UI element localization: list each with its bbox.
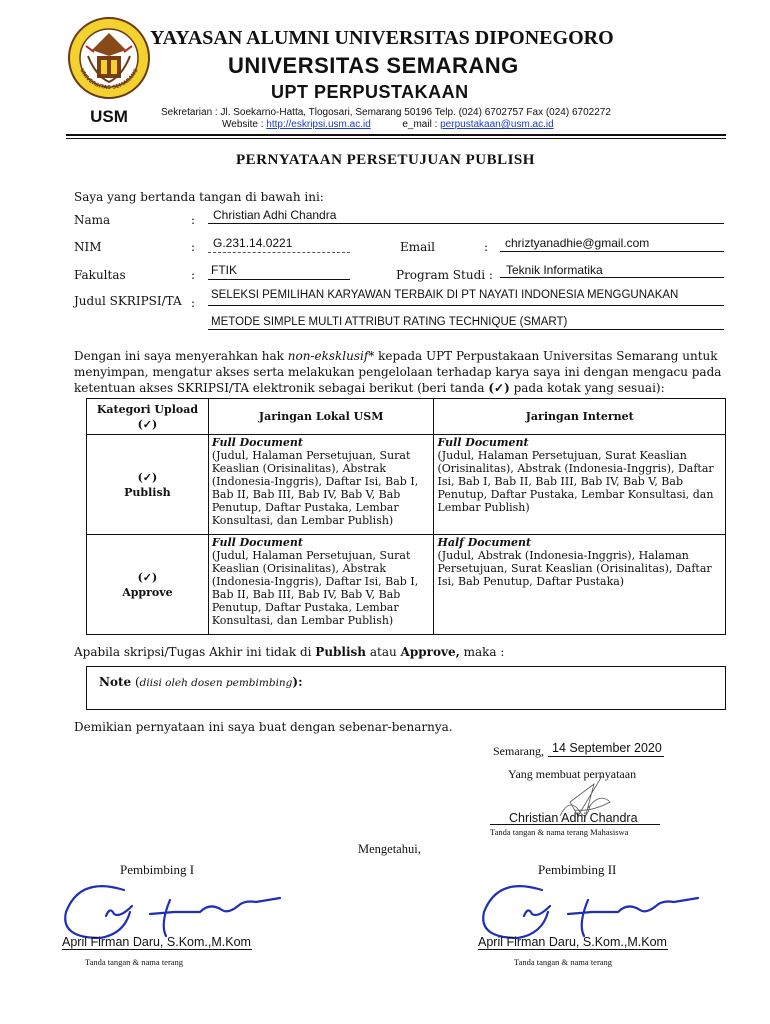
fakultas-line bbox=[208, 279, 350, 280]
email-link[interactable]: perpustakaan@usm.ac.id bbox=[440, 119, 554, 130]
intro-text: Saya yang bertanda tangan di bawah ini: bbox=[74, 190, 324, 204]
header-category bbox=[87, 399, 209, 435]
para-italic: non-eksklusif bbox=[287, 349, 369, 363]
foundation-name: YAYASAN ALUMNI UNIVERSITAS DIPONEGORO bbox=[150, 27, 614, 49]
header-check-label: (✓) bbox=[137, 417, 158, 431]
header-address: Sekretarian : Jl. Soekarno-Hatta, Tlogosari, Semarang 50196 Telp. (024) 6702757 Fax (024) 6702272 bbox=[161, 107, 611, 118]
table-cell bbox=[434, 535, 726, 635]
email-line bbox=[500, 251, 724, 252]
fakultas-label: Fakultas bbox=[74, 268, 126, 282]
fakultas-colon: : bbox=[191, 268, 196, 282]
header-contact bbox=[222, 119, 554, 130]
condition-text-3: maka : bbox=[459, 645, 505, 659]
judul-value-2[interactable]: METODE SIMPLE MULTI ATTRIBUT RATING TECHNIQUE (SMART) bbox=[211, 316, 568, 328]
email-field-label: Email bbox=[400, 240, 435, 254]
category-cell-approve[interactable] bbox=[87, 535, 209, 635]
nama-line bbox=[208, 223, 724, 224]
nama-label: Nama bbox=[74, 213, 111, 227]
email-label: e_mail : bbox=[402, 119, 441, 130]
para-text-2: * kepada UPT Perpustakaan Universitas Semarang untuk menyimpan, mengatur akses serta melakukan pengelolaan terhadap karya saya ini dengan mengacu pada ketentuan akses SKRIPSI/TA elektronik sebagai berikut (beri tanda bbox=[74, 349, 722, 395]
condition-publish: Publish bbox=[315, 645, 367, 659]
cell-doc-body: (Judul, Abstrak (Indonesia-Inggris), Halaman Persetujuan, Surat Keaslian (Orisinalitas), Daftar Isi, Bab Penutup, Daftar Pustaka) bbox=[437, 549, 712, 588]
note-close: ): bbox=[292, 675, 303, 689]
table-cell bbox=[208, 535, 434, 635]
cell-doc-title: Full Document bbox=[211, 436, 303, 449]
signing-place: Semarang, bbox=[493, 744, 544, 758]
closing-statement: Demikian pernyataan ini saya buat dengan sebenar-benarnya. bbox=[74, 720, 453, 734]
publish-checkbox[interactable]: (✓) bbox=[137, 470, 158, 484]
advisor-1-name[interactable]: April Firman Daru, S.Kom.,M.Kom bbox=[62, 935, 251, 949]
publish-label: Publish bbox=[124, 485, 171, 499]
advisor-2-caption: Tanda tangan & nama terang bbox=[514, 957, 613, 967]
email-colon: : bbox=[484, 240, 489, 254]
judul-label: Judul SKRIPSI/TA bbox=[74, 294, 182, 308]
cell-doc-body: (Judul, Halaman Persetujuan, Surat Keaslian (Orisinalitas), Abstrak (Indonesia-Inggris), Daftar Isi, Bab I, Bab II, Bab III, Bab IV, Bab V, Bab Penutup, Daftar Pustaka, Lembar Konsultasi, dan Lembar Publish) bbox=[211, 449, 419, 527]
approve-checkbox[interactable]: (✓) bbox=[137, 570, 158, 584]
note-box[interactable] bbox=[86, 666, 726, 710]
signing-date[interactable]: 14 September 2020 bbox=[552, 741, 662, 755]
para-text-3: pada kotak yang sesuai): bbox=[509, 381, 665, 395]
nama-value[interactable]: Christian Adhi Chandra bbox=[213, 208, 337, 222]
advisor-2-name[interactable]: April Firman Daru, S.Kom.,M.Kom bbox=[478, 935, 667, 949]
unit-name: UPT PERPUSTAKAAN bbox=[271, 82, 469, 102]
condition-approve: Approve, bbox=[400, 645, 460, 659]
nim-label: NIM bbox=[74, 240, 102, 254]
advisor-1-caption: Tanda tangan & nama terang bbox=[85, 957, 184, 967]
nim-line bbox=[208, 252, 350, 253]
note-label: Note bbox=[99, 675, 132, 689]
para-text-1: Dengan ini saya menyerahkan hak bbox=[74, 349, 288, 363]
table-cell bbox=[434, 435, 726, 535]
rights-paragraph bbox=[74, 348, 724, 396]
advisor-2-role: Pembimbing II bbox=[538, 862, 617, 877]
document-title: PERNYATAAN PERSETUJUAN PUBLISH bbox=[236, 152, 535, 168]
university-name: UNIVERSITAS SEMARANG bbox=[228, 53, 519, 78]
date-line bbox=[548, 756, 664, 757]
note-hint: diisi oleh dosen pembimbing bbox=[139, 677, 293, 689]
cell-doc-title: Full Document bbox=[211, 536, 303, 549]
cell-doc-body: (Judul, Halaman Persetujuan, Surat Keaslian (Orisinalitas), Abstrak (Indonesia-Inggris), Daftar Isi, Bab I, Bab II, Bab III, Bab IV, Bab V, Bab Penutup, Daftar Pustaka, Lembar Konsultasi, dan Lembar Publish) bbox=[211, 549, 419, 627]
header-rule-thin bbox=[66, 138, 726, 139]
nim-colon: : bbox=[191, 240, 196, 254]
signing-maker: Yang membuat pernyataan bbox=[508, 767, 637, 781]
judul-colon: : bbox=[191, 296, 196, 310]
svg-text:USM: USM bbox=[90, 107, 128, 126]
advisor-2-sign-line bbox=[478, 949, 668, 950]
upload-category-table bbox=[86, 398, 726, 635]
prodi-line bbox=[500, 277, 724, 278]
email-value[interactable]: chriztyanadhie@gmail.com bbox=[505, 236, 650, 250]
website-link[interactable]: http://eskripsi.usm.ac.id bbox=[266, 119, 371, 130]
condition-text bbox=[74, 645, 504, 659]
table-row bbox=[87, 435, 726, 535]
cell-doc-body: (Judul, Halaman Persetujuan, Surat Keaslian (Orisinalitas), Abstrak (Indonesia-Inggris), Daftar Isi, Bab I, Bab II, Bab III, Bab IV, Bab V, Bab Penutup, Daftar Pustaka, Lembar Konsultasi, dan Lembar Publish) bbox=[437, 449, 714, 514]
prodi-value[interactable]: Teknik Informatika bbox=[506, 263, 603, 277]
student-name[interactable]: Christian Adhi Chandra bbox=[509, 811, 638, 825]
nama-colon: : bbox=[191, 213, 196, 227]
website-label: Website : bbox=[222, 119, 267, 130]
advisor-1-role: Pembimbing I bbox=[120, 862, 195, 877]
header-rule bbox=[66, 134, 726, 136]
acknowledge-label: Mengetahui, bbox=[358, 842, 421, 856]
nim-value[interactable]: G.231.14.0221 bbox=[213, 236, 293, 250]
header-internet: Jaringan Internet bbox=[434, 399, 726, 435]
header-category-label: Kategori Upload bbox=[96, 402, 199, 416]
approve-label: Approve bbox=[122, 585, 173, 599]
university-logo bbox=[66, 16, 152, 128]
cell-doc-title: Half Document bbox=[437, 536, 532, 549]
note-open: ( bbox=[131, 675, 140, 689]
svg-text:UNIVERSITAS SEMARANG: UNIVERSITAS SEMARANG bbox=[78, 67, 140, 91]
condition-text-2: atau bbox=[366, 645, 401, 659]
cell-doc-title: Full Document bbox=[437, 436, 529, 449]
table-row bbox=[87, 535, 726, 635]
category-cell-publish[interactable] bbox=[87, 435, 209, 535]
judul-value-1[interactable]: SELEKSI PEMILIHAN KARYAWAN TERBAIK DI PT NAYATI INDONESIA MENGGUNAKAN bbox=[211, 289, 679, 301]
judul-line-2 bbox=[208, 329, 724, 330]
condition-text-1: Apabila skripsi/Tugas Akhir ini tidak di bbox=[74, 645, 316, 659]
para-check: (✓) bbox=[488, 381, 510, 395]
student-sign-caption: Tanda tangan & nama terang Mahasiswa bbox=[490, 827, 629, 837]
advisor-1-sign-line bbox=[62, 949, 252, 950]
judul-line-1 bbox=[208, 305, 724, 306]
table-cell bbox=[208, 435, 434, 535]
header-local: Jaringan Lokal USM bbox=[208, 399, 434, 435]
table-header-row bbox=[87, 399, 726, 435]
fakultas-value[interactable]: FTIK bbox=[211, 263, 237, 277]
prodi-label: Program Studi : bbox=[396, 268, 493, 282]
